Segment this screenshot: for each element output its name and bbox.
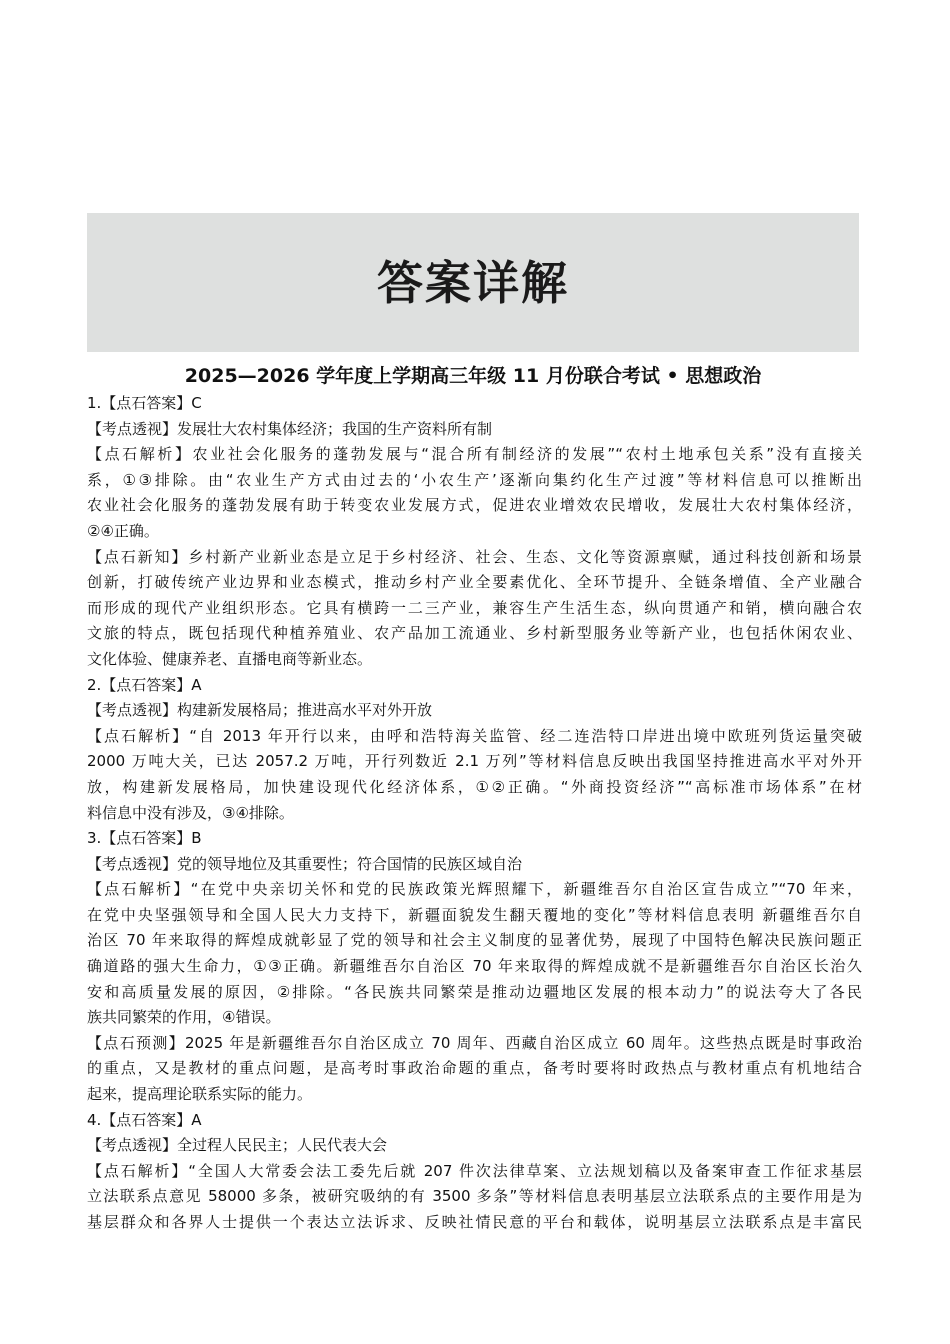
analysis-line: 在党中央坚强领导和全国人民大力支持下，新疆面貌发生翻天覆地的变化”等材料信息表明 新疆维吾尔自 [87,905,862,924]
prediction-line: 的重点，又是教材的重点问题，是高考时事政治命题的重点，备考时要将时政热点与教材重点有机地结合 [87,1059,862,1078]
new-knowledge-line: 创新，打破传统产业边界和业态模式，推动乡村产业全要素优化、全环节提升、全链条增值、全产业融合 [87,573,862,592]
points-line: 【考点透视】全过程人民民主；人民代表大会 [87,1136,388,1155]
analysis-line: 安和高质量发展的原因，②排除。“各民族共同繁荣是推动边疆地区发展的根本动力”的说法夸大了各民 [87,982,862,1001]
title-banner [87,213,859,352]
new-knowledge-line: 文化体验、健康养老、直播电商等新业态。 [87,649,373,668]
analysis-line: 确道路的强大生命力，①③正确。新疆维吾尔自治区 70 年来取得的辉煌成就不是新疆维吾尔自治区长治久 [87,957,862,976]
answer-line: 1.【点石答案】C [87,394,202,412]
points-line: 【考点透视】党的领导地位及其重要性；符合国情的民族区域自治 [87,854,523,873]
prediction-line: 【点石预测】2025 年是新疆维吾尔自治区成立 70 周年、西藏自治区成立 60 周年。这些热点既是时事政治 [87,1033,862,1052]
answer-line: 2.【点石答案】A [87,675,202,694]
new-knowledge-line: 文旅的特点，既包括现代种植养殖业、农产品加工流通业、乡村新型服务业等新产业，也包括休闲农业、 [87,624,862,643]
analysis-line: 农业社会化服务的蓬勃发展有助于转变农业发展方式，促进农业增效农民增收，发展壮大农村集体经济， [87,496,862,515]
analysis-line: 立法联系点意见 58000 多条，被研究吸纳的有 3500 多条”等材料信息表明基层立法联系点的主要作用是为 [87,1187,862,1206]
answer-content [87,391,862,1236]
analysis-line: 基层群众和各界人士提供一个表达立法诉求、反映社情民意的平台和载体，说明基层立法联系点是丰富民 [87,1213,862,1231]
analysis-line: 治区 70 年来取得的辉煌成就彰显了党的领导和社会主义制度的显著优势，展现了中国特色解决民族问题正 [87,931,862,950]
analysis-line: 族共同繁荣的作用，④错误。 [87,1008,281,1027]
points-line: 【考点透视】构建新发展格局；推进高水平对外开放 [87,701,433,720]
question-block-1 [87,391,862,673]
analysis-line: 2000 万吨大关，已达 2057.2 万吨，开行列数近 2.1 万列”等材料信息反映出我国坚持推进高水平对外开 [87,752,862,771]
new-knowledge-line: 【点石新知】乡村新产业新业态是立足于乡村经济、社会、生态、文化等资源禀赋，通过科技创新和场景 [87,547,862,566]
question-block-4 [87,1108,862,1236]
analysis-line: ②④正确。 [87,521,159,540]
analysis-line: 放，构建新发展格局，加快建设现代化经济体系，①②正确。“外商投资经济”“高标准市场体系”在材 [87,777,862,796]
prediction-line: 起来，提高理论联系实际的能力。 [87,1085,313,1104]
answer-line: 3.【点石答案】B [87,829,202,848]
points-line: 【考点透视】发展壮大农村集体经济；我国的生产资料所有制 [87,419,493,438]
new-knowledge-line: 而形成的现代产业组织形态。它具有横跨一二三产业，兼容生产生活生态，纵向贯通产和销，横向融合农 [87,598,862,617]
banner-title: 答案详解 [377,256,569,310]
analysis-line: 系，①③排除。由“农业生产方式由过去的‘小农生产’逐渐向集约化生产过渡”等材料信息可以推断出 [87,470,862,489]
analysis-line: 料信息中没有涉及，③④排除。 [87,803,294,822]
analysis-line: 【点石解析】“自 2013 年开行以来，由呼和浩特海关监管、经二连浩特口岸进出境中欧班列货运量突破 [87,726,862,745]
analysis-line: 【点石解析】“全国人大常委会法工委先后就 207 件次法律草案、立法规划稿以及备案审查工作征求基层 [87,1161,862,1180]
question-block-2 [87,673,862,827]
question-block-3 [87,826,862,1108]
analysis-line: 【点石解析】农业社会化服务的蓬勃发展与“混合所有制经济的发展”“农村土地承包关系”没有直接关 [87,445,862,464]
analysis-line: 【点石解析】“在党中央亲切关怀和党的民族政策光辉照耀下，新疆维吾尔自治区宣告成立”“70 年来， [87,880,862,899]
answer-line: 4.【点石答案】A [87,1110,202,1129]
exam-title: 2025—2026 学年度上学期高三年级 11 月份联合考试 • 思想政治 [184,365,762,387]
